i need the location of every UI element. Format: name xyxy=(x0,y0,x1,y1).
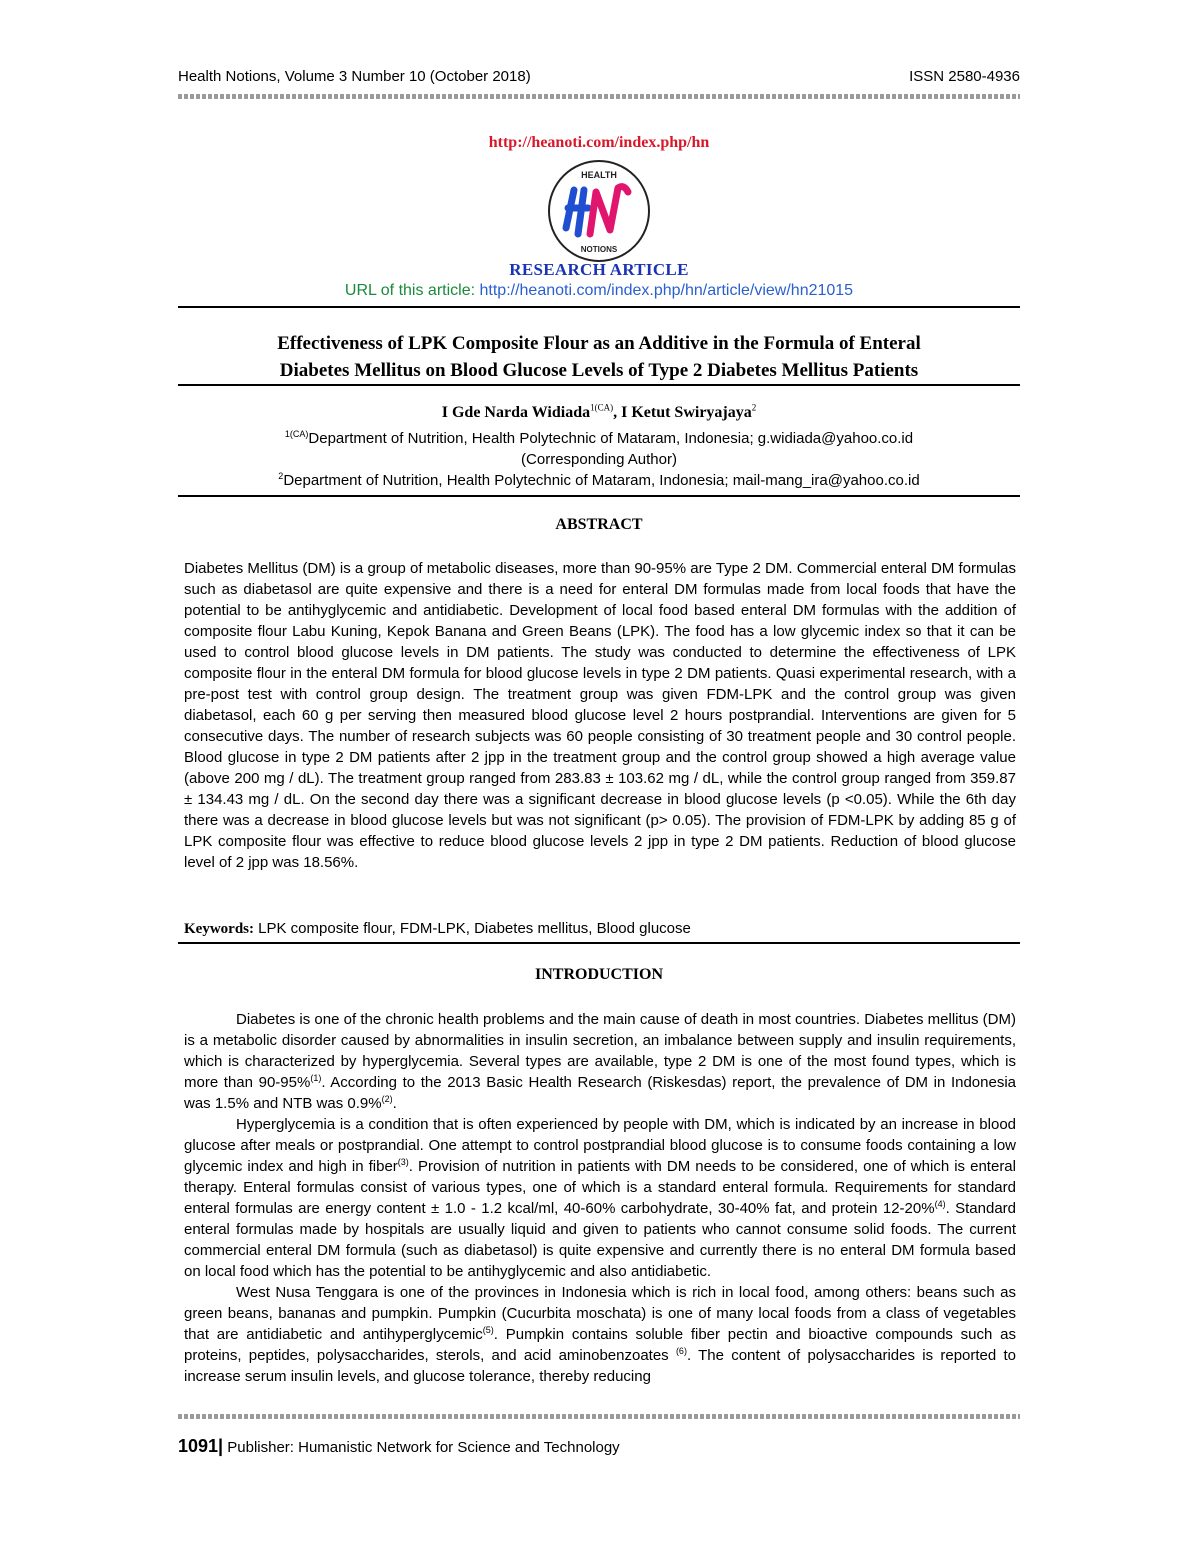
article-url-label: URL of this article: xyxy=(344,282,476,299)
affiliation-1 xyxy=(178,428,1020,449)
affiliation-1-sup: 1(CA) xyxy=(284,429,309,439)
header-divider xyxy=(178,94,1020,99)
citation-ref: (4) xyxy=(934,1199,946,1209)
intro-paragraph-3 xyxy=(184,1282,1016,1387)
intro-p3-text-a: West Nusa Tenggara is one of the provinces in Indonesia which is rich in local food, among others: beans such as green beans, bananas and pumpkin. Pumpkin (Cucurbita moschata) is one of many local foods from a class of vegetables that are antidiabetic and antihyperglycemic xyxy=(184,1284,1016,1343)
title-top-rule xyxy=(178,306,1020,308)
citation-ref: (5) xyxy=(482,1325,494,1335)
citation-ref: (1) xyxy=(310,1073,322,1083)
article-url-line xyxy=(178,282,1020,300)
author-2: I Ketut Swiryajaya xyxy=(621,404,752,421)
abstract-text xyxy=(184,558,1016,873)
intro-p3-text-c: . The content of polysaccharides is reported to increase serum insulin levels, and glucose tolerance, thereby reducing xyxy=(184,1347,1016,1385)
page-number: 1091 xyxy=(178,1436,219,1456)
affiliation-rule xyxy=(178,495,1020,497)
intro-p2-text-b: . Provision of nutrition in patients with DM needs to be considered, one of which is enteral therapy. Enteral formulas consist of various types, one of which is a standard enteral formula. Requirements for standard enteral formulas are energy content ± 1.0 - 1.2 kcal/ml, 40-60% carbohydrate, 30-40% fat, and protein 12-20% xyxy=(184,1158,1016,1217)
affiliation-2-text: Department of Nutrition, Health Polytechnic of Mataram, Indonesia; mail-mang_ira@yahoo.co.id xyxy=(283,472,920,489)
affiliation-2-sup: 2 xyxy=(278,471,284,481)
intro-paragraph-2 xyxy=(184,1114,1016,1282)
introduction-heading: INTRODUCTION xyxy=(534,966,663,983)
page-footer xyxy=(178,1436,620,1457)
footer-divider xyxy=(178,1414,1020,1419)
corresponding-author-note: (Corresponding Author) xyxy=(521,451,677,468)
article-type: RESEARCH ARTICLE xyxy=(509,260,689,279)
logo-bottom-text: NOTIONS xyxy=(580,245,618,254)
author-2-sup: 2 xyxy=(751,402,757,413)
intro-p3-text-b: . Pumpkin contains soluble fiber pectin and bioactive compounds such as proteins, peptides, polysaccharides, sterols, and acid aminobenzoates xyxy=(184,1326,1016,1364)
publisher: Publisher: Humanistic Network for Science and Technology xyxy=(223,1439,620,1456)
authors: I Gde Narda Widiada$^{1(CA)}$, I Ketut Swiryajaya$^2$ xyxy=(441,402,757,421)
affiliation-2 xyxy=(178,470,1020,491)
intro-p1-text-b: . According to the 2013 Basic Health Research (Riskesdas) report, the prevalence of DM in Indonesia was 1.5% and NTB was 0.9% xyxy=(184,1074,1017,1112)
citation-ref: (2) xyxy=(381,1094,393,1104)
footer-separator: | xyxy=(218,1436,224,1456)
citation-ref: (3) xyxy=(397,1157,409,1167)
introduction-text xyxy=(184,1009,1016,1387)
intro-p1-text-c: . xyxy=(392,1095,397,1112)
journal-info: Health Notions, Volume 3 Number 10 (October 2018) xyxy=(178,68,531,85)
author-1: I Gde Narda Widiada xyxy=(441,404,591,421)
title-bottom-rule xyxy=(178,384,1020,386)
keywords xyxy=(184,920,691,938)
keywords-label: Keywords: xyxy=(184,921,254,937)
journal-url-link[interactable]: http://heanoti.com/index.php/hn xyxy=(488,134,710,151)
paper-title xyxy=(178,330,1020,384)
intro-paragraph-1 xyxy=(184,1009,1016,1114)
intro-p1-text-a: Diabetes is one of the chronic health problems and the main cause of death in most countries. Diabetes mellitus (DM) is a metabolic disorder caused by abnormalities in insulin secretion, an imbalance between supply and insulin requirements, which is characterized by hyperglycemia. Several types are available, type 2 DM is one of the most found types, which is more than 90-95% xyxy=(184,1011,1016,1091)
title-line-2: Diabetes Mellitus on Blood Glucose Levels of Type 2 Diabetes Mellitus Patients xyxy=(279,360,919,381)
title-line-1: Effectiveness of LPK Composite Flour as an Additive in the Formula of Enteral xyxy=(277,333,921,354)
running-header xyxy=(178,68,1020,92)
abstract-heading: ABSTRACT xyxy=(555,516,643,533)
abstract-paragraph: Diabetes Mellitus (DM) is a group of metabolic diseases, more than 90-95% are Type 2 DM. Commercial enteral DM formulas such as diabetasol are quite expensive and there is a need for enteral DM formulas made from local foods that have the potential to be antihyglycemic and antidiabetic. Development of local food based enteral DM formulas with the addition of composite flour Labu Kuning, Kepok Banana and Green Beans (LPK). The food has a low glycemic index so that it can be used to control blood glucose levels in DM patients. The study was conducted to determine the effectiveness of LPK composite flour in the enteral DM formula for blood glucose levels in type 2 DM patients. Quasi experimental research, with a pre-post test with control group design. The treatment group was given FDM-LPK and the control group was given diabetasol, each 60 g per serving then measured blood glucose level 2 hours postprandial. Interventions are given for 5 consecutive days. The number of research subjects was 60 people consisting of 30 treatment people and 30 control people. Blood glucose in type 2 DM patients after 2 jpp in the treatment group and the control group showed a high average value (above 200 mg / dL). The treatment group ranged from 283.83 ± 103.62 mg / dL, while the control group ranged from 359.87 ± 134.43 mg / dL. On the second day there was a significant decrease in blood glucose levels (p <0.05). While the 6th day there was a decrease in blood glucose levels but was not significant (p> 0.05). The provision of FDM-LPK by adding 85 g of LPK composite flour was effective to reduce blood glucose levels 2 jpp in type 2 DM patients. Reduction of blood glucose level of 2 jpp was 18.56%. xyxy=(184,560,1016,871)
keywords-rule xyxy=(178,942,1020,944)
logo-top-text: HEALTH xyxy=(581,170,617,180)
journal-logo xyxy=(544,156,654,266)
intro-p2-text-c: . Standard enteral formulas made by hospitals are usually liquid and given to patients who cannot consume solid foods. The current commercial enteral DM formula (such as diabetasol) is quite expensive and currently there is no enteral DM formula based on local food which has the potential to be antihyglycemic and also antidiabetic. xyxy=(184,1200,1017,1280)
citation-ref: (6) xyxy=(675,1346,687,1356)
author-1-sup: 1(CA) xyxy=(590,402,614,413)
article-url-link[interactable]: http://heanoti.com/index.php/hn/article/view/hn21015 xyxy=(479,282,854,299)
intro-p2-text-a: Hyperglycemia is a condition that is often experienced by people with DM, which is indicated by an increase in blood glucose after meals or postprandial. One attempt to control postprandial blood glucose is to consume foods containing a low glycemic index and high in fiber xyxy=(184,1116,1016,1175)
keywords-text: LPK composite flour, FDM-LPK, Diabetes mellitus, Blood glucose xyxy=(254,920,691,937)
issn: ISSN 2580-4936 xyxy=(909,68,1020,85)
affiliation-1-text: Department of Nutrition, Health Polytechnic of Mataram, Indonesia; g.widiada@yahoo.co.id xyxy=(308,430,914,447)
